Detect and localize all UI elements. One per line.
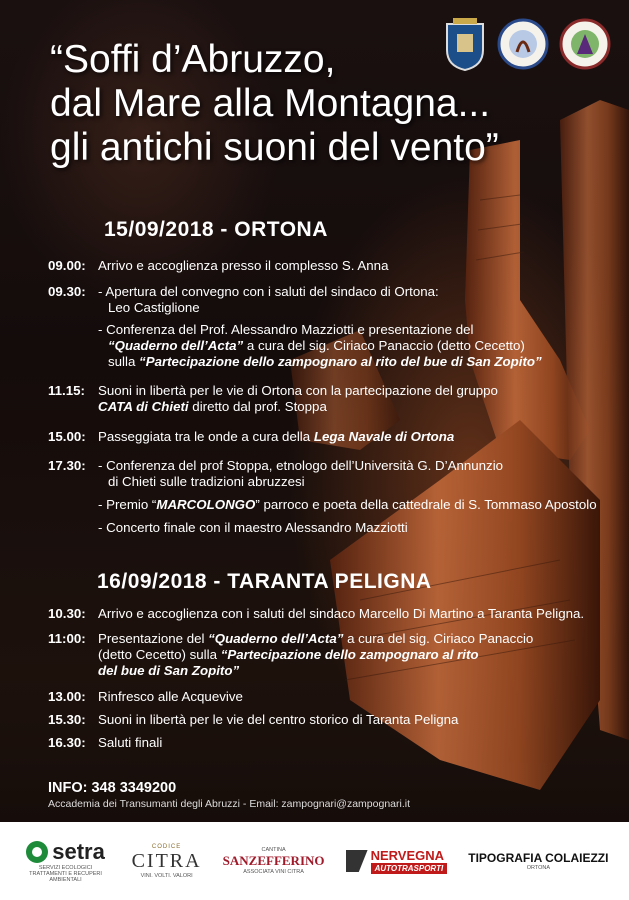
item-time: 11:00: bbox=[48, 631, 86, 646]
item-text: a cura del sig. Ciriaco Panaccio (detto Cecetto) bbox=[243, 338, 525, 353]
contact-line: Accademia dei Transumanti degli Abruzzi - Email: zampognari@zampognari.it bbox=[48, 798, 410, 810]
sponsor-sanzefferino bbox=[223, 847, 325, 875]
schedule-item bbox=[48, 458, 609, 538]
item-text: Arrivo e accoglienza presso il complesso S. Anna bbox=[98, 258, 389, 273]
item-time: 13.00: bbox=[48, 689, 86, 704]
item-text: - Apertura del convegno con i saluti del sindaco di Ortona: bbox=[98, 284, 439, 299]
item-text: - Premio “ bbox=[98, 497, 157, 512]
item-text: - Conferenza del prof Stoppa, etnologo dell’Università G. D’Annunzio bbox=[98, 458, 504, 473]
sponsor-name: TIPOGRAFIA COLAIEZZI bbox=[468, 851, 609, 865]
sponsor-tagline: ASSOCIATA VINI CITRA bbox=[243, 869, 304, 875]
title-line-1: “Soffi d’Abruzzo, bbox=[50, 38, 336, 81]
item-text: sulla bbox=[108, 354, 140, 369]
item-highlight: CATA di Chieti bbox=[98, 399, 189, 414]
item-time: 10.30: bbox=[48, 606, 86, 621]
item-time: 15.30: bbox=[48, 712, 86, 727]
item-highlight: “Partecipazione dello zampognaro al rito del bue di San Zopito” bbox=[139, 354, 542, 369]
item-highlight: “Quaderno dell’Acta” bbox=[108, 338, 244, 353]
sponsor-bar bbox=[0, 822, 629, 900]
schedule-item bbox=[48, 631, 609, 681]
sponsor-nervegna bbox=[346, 848, 448, 874]
sponsor-tagline: ORTONA bbox=[526, 865, 551, 871]
sponsor-tagline: CANTINA bbox=[261, 847, 286, 853]
item-text: ” parroco e poeta della cattedrale di S. Tommaso Apostolo bbox=[255, 497, 597, 512]
sponsor-name: NERVEGNA bbox=[370, 848, 445, 863]
item-text: Suoni in libertà per le vie del centro storico di Taranta Peligna bbox=[98, 712, 459, 727]
title-line-2: dal Mare alla Montagna... bbox=[50, 82, 491, 125]
item-time: 15.00: bbox=[48, 429, 86, 444]
sponsor-name: setra bbox=[52, 839, 105, 864]
sponsor-tipografia bbox=[468, 851, 608, 871]
info-phone: INFO: 348 3349200 bbox=[48, 780, 177, 796]
nervegna-logo-icon bbox=[346, 850, 368, 872]
item-time: 11.15: bbox=[48, 383, 85, 398]
item-text: Saluti finali bbox=[98, 735, 163, 750]
item-text: diretto dal prof. Stoppa bbox=[188, 399, 327, 414]
item-text: - Conferenza del Prof. Alessandro Mazziotti e presentazione del bbox=[98, 322, 474, 337]
sponsor-name: CITRA bbox=[131, 849, 202, 872]
sponsor-tagline: VINI. VOLTI. VALORI bbox=[140, 872, 193, 879]
item-highlight: del bue di San Zopito” bbox=[98, 663, 240, 678]
item-time: 09.00: bbox=[48, 258, 86, 273]
item-text: Presentazione del bbox=[98, 631, 209, 646]
poster-title bbox=[50, 38, 610, 170]
item-text: a cura del sig. Ciriaco Panaccio bbox=[343, 631, 534, 646]
item-time: 16.30: bbox=[48, 735, 86, 750]
setra-logo-icon bbox=[26, 841, 48, 863]
sponsor-tagline: CODICE bbox=[151, 843, 182, 850]
sponsor-name: SANZEFFERINO bbox=[222, 853, 325, 868]
item-text: Passeggiata tra le onde a cura della bbox=[98, 429, 314, 444]
day2-heading: 16/09/2018 - TARANTA PELIGNA bbox=[97, 570, 432, 593]
item-text: Rinfresco alle Acquevive bbox=[98, 689, 243, 704]
sponsor-tagline: AUTOTRASPORTI bbox=[371, 863, 448, 874]
item-highlight: MARCOLONGO bbox=[156, 497, 256, 512]
title-line-3: gli antichi suoni del vento” bbox=[50, 126, 499, 169]
item-text: di Chieti sulle tradizioni abruzzesi bbox=[108, 474, 305, 489]
item-text: (detto Cecetto) sulla bbox=[98, 647, 221, 662]
item-text: Suoni in libertà per le vie di Ortona con la partecipazione del gruppo bbox=[98, 383, 498, 398]
item-text: Leo Castiglione bbox=[108, 300, 200, 315]
item-time: 17.30: bbox=[48, 458, 86, 473]
item-highlight: “Quaderno dell’Acta” bbox=[208, 631, 344, 646]
item-text: - Concerto finale con il maestro Alessandro Mazziotti bbox=[98, 520, 408, 535]
item-highlight: “Partecipazione dello zampognaro al rito bbox=[220, 647, 479, 662]
item-text: Arrivo e accoglienza con i saluti del sindaco Marcello Di Martino a Taranta Peligna. bbox=[98, 606, 585, 621]
schedule-item bbox=[48, 284, 609, 368]
sponsor-citra bbox=[132, 844, 202, 879]
sponsor-tagline: SERVIZI ECOLOGICI TRATTAMENTI E RECUPERI AMBIENTALI bbox=[29, 865, 102, 883]
item-time: 09.30: bbox=[48, 284, 86, 299]
sponsor-setra bbox=[21, 839, 111, 883]
day1-heading: 15/09/2018 - ORTONA bbox=[104, 218, 328, 241]
item-highlight: Lega Navale di Ortona bbox=[313, 429, 455, 444]
